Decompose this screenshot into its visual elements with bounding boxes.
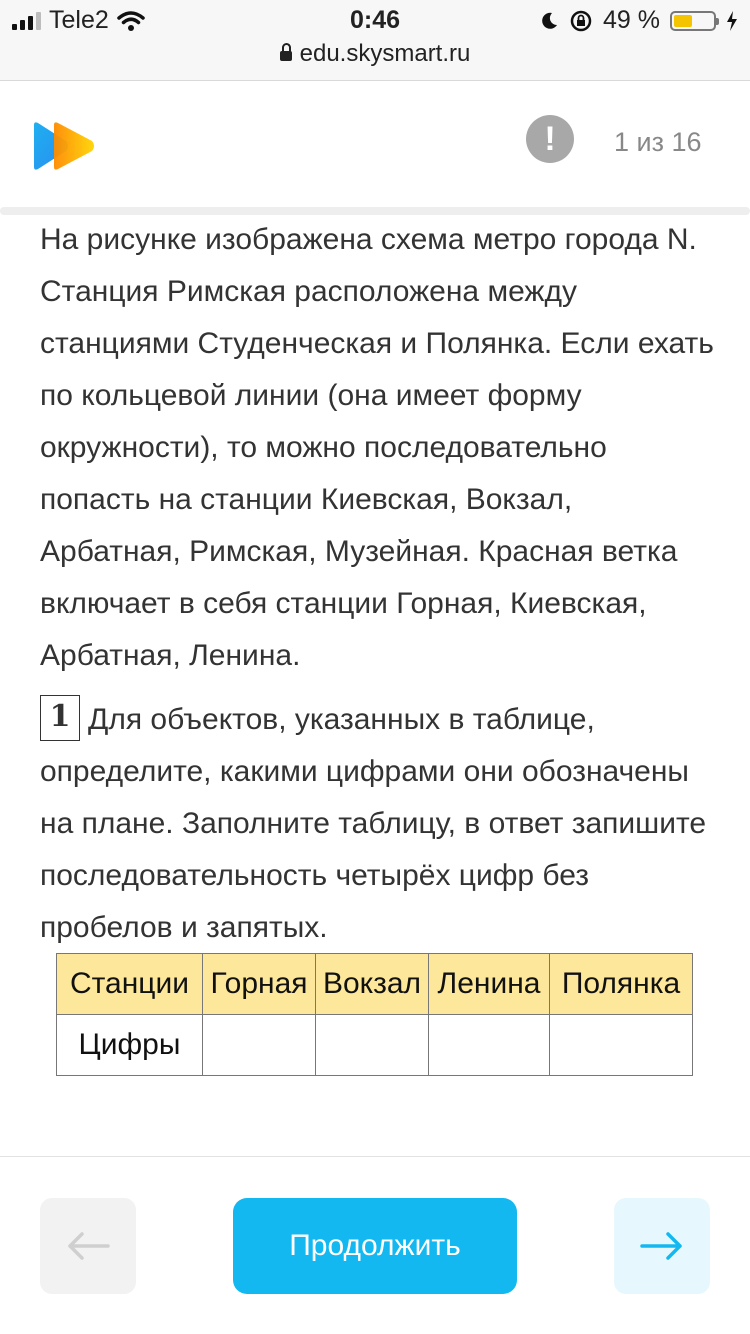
question-counter: 1 из 16 <box>614 127 702 157</box>
report-issue-icon[interactable]: ! <box>526 115 574 163</box>
table-cell <box>429 1015 550 1076</box>
charging-icon <box>726 11 738 31</box>
task-number-badge: 1 <box>40 695 80 741</box>
continue-button[interactable]: Продолжить <box>233 1198 517 1294</box>
previous-button[interactable] <box>40 1198 136 1294</box>
task-question-text: Для объектов, указанных в таблице, определите, какими цифрами они обозначены на плане. Заполните таблицу, в ответ запишите последовательность четырёх цифр без пробелов и запятых. <box>40 703 707 944</box>
next-button[interactable] <box>614 1198 710 1294</box>
table-row-label: Цифры <box>57 1015 203 1076</box>
answer-table <box>56 953 693 1076</box>
table-header-cell: Вокзал <box>316 954 429 1015</box>
address-bar[interactable] <box>0 40 750 68</box>
moon-icon <box>539 11 559 31</box>
skysmart-logo-icon <box>32 121 102 171</box>
status-right <box>539 6 738 35</box>
lock-icon <box>280 51 292 61</box>
task-description: На рисунке изображена схема метро города N. Станция Римская расположена между станциями Студенческая и Полянка. Если ехать по кольцевой линии (она имеет форму окружности), то можно последовательно попасть на станции Киевская, Вокзал, Арбатная, Римская, Музейная. Красная ветка включает в себя станции Горная, Киевская, Арбатная, Ленина. <box>40 223 714 672</box>
table-header-cell: Горная <box>203 954 316 1015</box>
table-header-cell: Полянка <box>550 954 693 1015</box>
table-row <box>57 1015 693 1076</box>
carrier-name: Tele2 <box>49 6 109 34</box>
battery-icon <box>670 11 716 31</box>
table-header-cell: Станции <box>57 954 203 1015</box>
table-cell <box>550 1015 693 1076</box>
status-bar <box>0 0 750 81</box>
battery-percent: 49 % <box>603 6 660 34</box>
rotation-lock-icon <box>569 9 593 33</box>
table-header-row <box>57 954 693 1015</box>
arrow-right-icon <box>640 1232 684 1260</box>
table-cell <box>203 1015 316 1076</box>
bottom-divider <box>0 1156 750 1157</box>
table-cell <box>316 1015 429 1076</box>
table-header-cell: Ленина <box>429 954 550 1015</box>
task-question <box>40 694 720 954</box>
arrow-left-icon <box>66 1232 110 1260</box>
clock: 0:46 <box>349 6 401 34</box>
url-text: edu.skysmart.ru <box>299 40 471 67</box>
